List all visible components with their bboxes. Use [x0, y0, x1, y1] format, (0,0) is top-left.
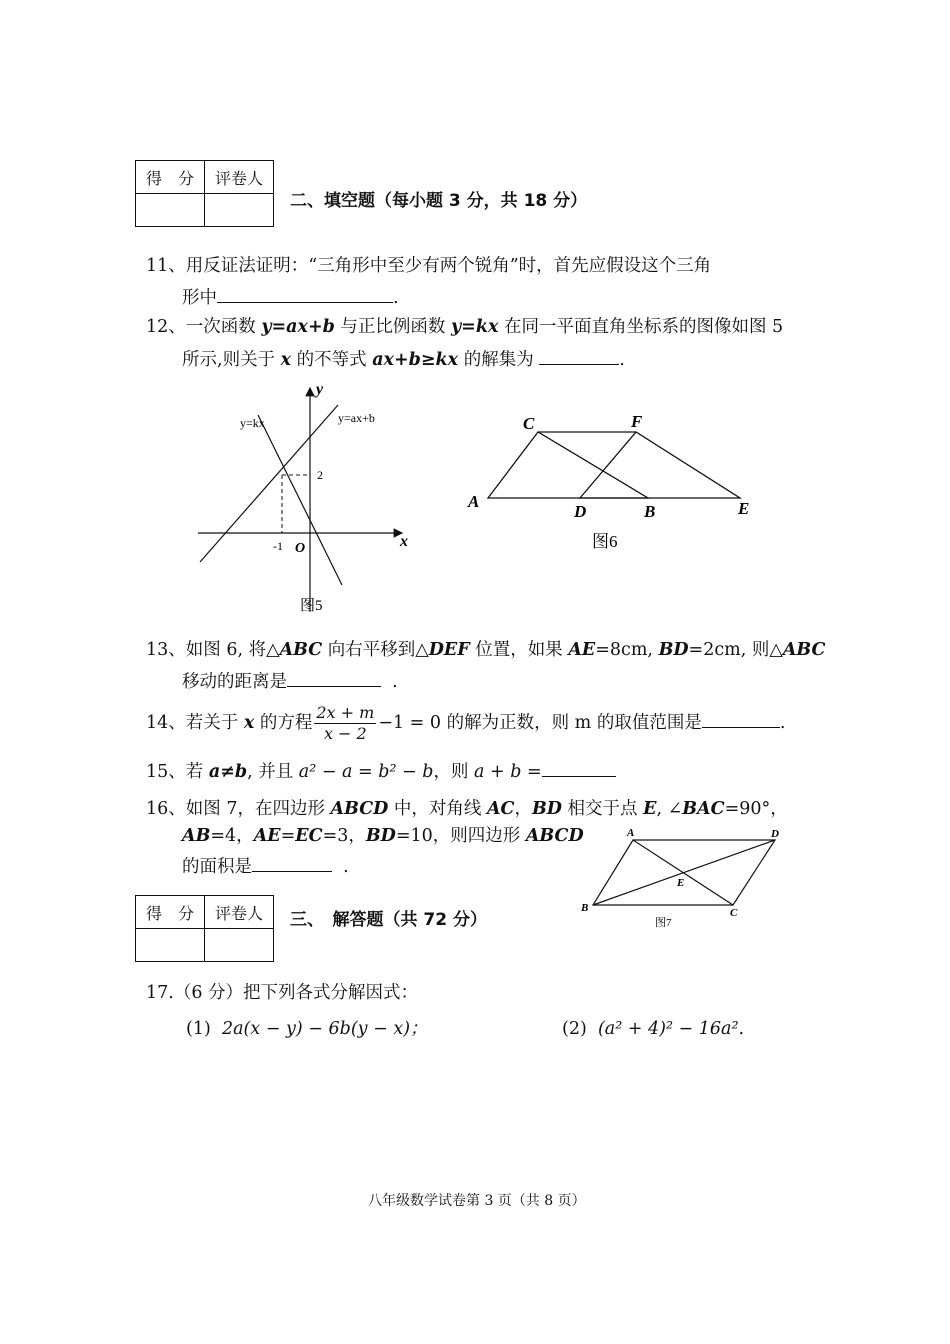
- answer-blank-11[interactable]: [217, 284, 393, 303]
- section3-title: 三、 解答题（共 72 分）: [290, 910, 487, 930]
- question-12-line1: 12、一次函数 y=ax+b 与正比例函数 y=kx 在同一平面直角坐标系的图像如图 5: [146, 317, 784, 337]
- question-11-line2: 形中 .: [182, 284, 399, 310]
- axis-x-label: x: [400, 533, 408, 550]
- score-cell[interactable]: [136, 194, 205, 227]
- diagonal-bd: [593, 840, 775, 905]
- question-16-line2: AB=4，AE=EC=3，BD=10，则四边形 ABCD: [182, 826, 584, 846]
- equation-fraction: $\frac{2x + m}{x - 2}$: [316, 703, 375, 743]
- question-17-item1: (1) 2a(x − y) − 6b(y − x)；: [186, 1019, 428, 1039]
- figure-5-caption: 图5: [300, 598, 323, 614]
- answer-blank-13[interactable]: [287, 668, 381, 687]
- figure-6: [460, 405, 760, 560]
- figure-7-caption: 图7: [655, 917, 672, 929]
- point-B: B: [644, 502, 656, 521]
- question-16-line3: 的面积是 .: [182, 853, 349, 879]
- question-13-line2: 移动的距离是 .: [182, 668, 398, 694]
- point-C: C: [523, 414, 535, 433]
- tick-x-neg1: -1: [273, 539, 283, 553]
- grader-cell[interactable]: [205, 929, 274, 962]
- tick-y-2: 2: [317, 468, 323, 482]
- question-17-item2: (2) (a² + 4)² − 16a².: [562, 1019, 745, 1039]
- axis-y-label: y: [316, 381, 324, 398]
- question-16-line1: 16、如图 7，在四边形 ABCD 中，对角线 AC，BD 相交于点 E, ∠BAC=90°，: [146, 799, 788, 819]
- point-A7: A: [627, 827, 635, 839]
- label-ykx: y=kx: [240, 416, 265, 430]
- origin-label: O: [295, 541, 306, 556]
- triangle-def: [580, 432, 740, 498]
- figure-6-caption: 图6: [592, 532, 618, 551]
- score-header: 得 分: [136, 896, 205, 929]
- figure-5: [190, 380, 430, 620]
- point-E: E: [738, 499, 750, 518]
- answer-blank-12[interactable]: [539, 346, 619, 365]
- score-header: 得 分: [136, 161, 205, 194]
- point-E7: E: [677, 877, 685, 889]
- point-D: D: [574, 502, 587, 521]
- score-cell[interactable]: [136, 929, 205, 962]
- score-table-1: [135, 160, 274, 227]
- point-D7: D: [771, 828, 779, 840]
- answer-blank-16[interactable]: [252, 853, 332, 872]
- point-F: F: [631, 412, 643, 431]
- section2-title: 二、填空题（每小题 3 分，共 18 分）: [290, 191, 588, 211]
- line-ykx: [258, 415, 342, 585]
- label-yaxb: y=ax+b: [338, 411, 375, 425]
- point-A: A: [468, 492, 480, 511]
- question-15: 15、若 a≠b, 并且 a² − a = b² − b，则 a + b =: [146, 758, 616, 784]
- point-C7: C: [730, 907, 738, 919]
- question-13-line1: 13、如图 6, 将△ABC 向右平移到△DEF 位置，如果 AE=8cm, BD=2cm, 则△ABC: [146, 640, 826, 660]
- triangle-abc: [488, 432, 648, 498]
- point-B7: B: [581, 902, 589, 914]
- grader-cell[interactable]: [205, 194, 274, 227]
- grader-header: 评卷人: [205, 896, 274, 929]
- line-yaxb: [200, 405, 338, 562]
- score-table-2: [135, 895, 274, 962]
- answer-blank-14[interactable]: [702, 709, 780, 728]
- answer-blank-15[interactable]: [542, 758, 616, 777]
- figure-7: [575, 822, 790, 934]
- question-17-title: 17.（6 分）把下列各式分解因式：: [146, 983, 419, 1003]
- question-11-line1: 11、用反证法证明：“三角形中至少有两个锐角”时，首先应假设这个三角: [146, 256, 712, 276]
- page-footer: 八年级数学试卷第 3 页（共 8 页）: [368, 1193, 586, 1209]
- question-12-line2: 所示,则关于 x 的不等式 ax+b≥kx 的解集为 .: [182, 346, 625, 372]
- grader-header: 评卷人: [205, 161, 274, 194]
- question-14: 14、若关于 x 的方程 $\frac{2x + m}{x - 2}$ −1 = 0 的解为正数，则 m 的取值范围是 .: [146, 703, 786, 743]
